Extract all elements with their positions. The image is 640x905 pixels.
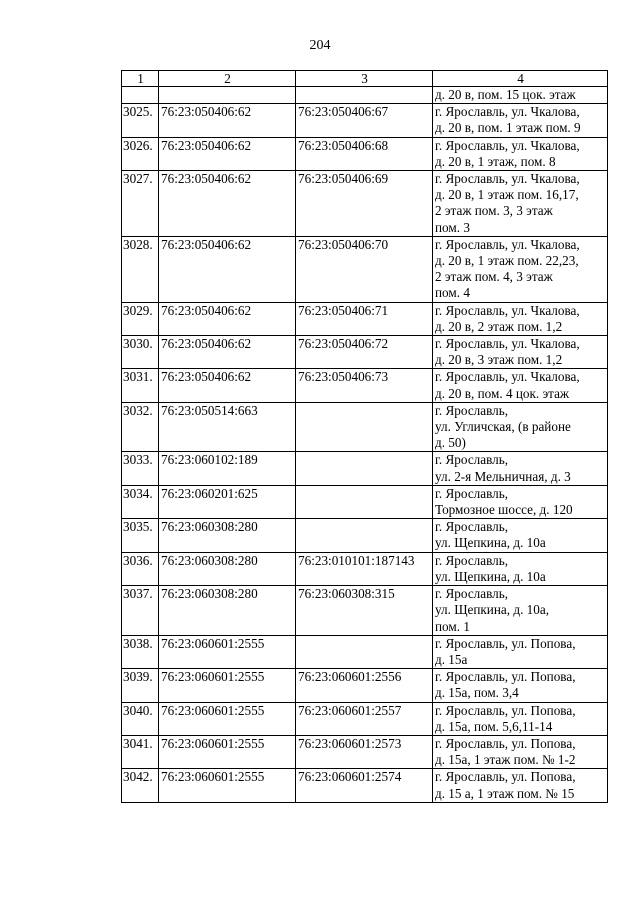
row-number-cell: 3026. [122,137,159,170]
premises-cadastral-number-cell: 76:23:050406:70 [296,236,433,302]
address-line: д. 15а, 1 этаж пом. № 1-2 [435,752,576,768]
table-row [122,485,608,518]
row-number-cell: 3032. [122,402,159,452]
premises-cadastral-number-cell: 76:23:050406:67 [296,104,433,137]
premises-cadastral-number-cell [296,87,433,104]
address-cell [433,635,608,668]
table-header-row [122,71,608,87]
address-cell [433,104,608,137]
table-row [122,402,608,452]
cadastral-number-cell [159,87,296,104]
address-line: ул. 2-я Мельничная, д. 3 [435,468,571,484]
address-cell [433,402,608,452]
table-body [122,87,608,803]
row-number-cell: 3037. [122,586,159,636]
column-header-4: 4 [433,71,608,87]
row-number-cell: 3035. [122,519,159,552]
table-row [122,336,608,369]
table-row [122,104,608,137]
address-cell [433,552,608,585]
premises-cadastral-number-cell: 76:23:050406:71 [296,302,433,335]
row-number-cell: 3033. [122,452,159,485]
address-line: ул. Угличская, (в районе [435,419,571,435]
cadastral-number-cell: 76:23:060601:2555 [159,702,296,735]
cadastral-number-cell: 76:23:060308:280 [159,586,296,636]
column-header-3: 3 [296,71,433,87]
address-line: г. Ярославль, [435,485,509,501]
address-line: 2 этаж пом. 4, 3 этаж [435,269,553,285]
address-line: г. Ярославль, ул. Попова, [435,635,576,651]
address-cell [433,236,608,302]
row-number-cell: 3025. [122,104,159,137]
address-line: г. Ярославль, ул. Чкалова, [435,302,580,318]
premises-cadastral-number-cell: 76:23:060601:2557 [296,702,433,735]
address-line: г. Ярославль, [435,519,509,535]
cadastral-number-cell: 76:23:050406:62 [159,104,296,137]
address-line: д. 20 в, 2 этаж пом. 1,2 [435,318,563,334]
cadastral-number-cell: 76:23:060601:2555 [159,635,296,668]
row-number-cell: 3028. [122,236,159,302]
address-line: г. Ярославль, ул. Чкалова, [435,171,580,187]
cadastral-number-cell: 76:23:060601:2555 [159,735,296,768]
table-row [122,369,608,402]
row-number-cell: 3036. [122,552,159,585]
cadastral-number-cell: 76:23:050406:62 [159,336,296,369]
address-line: ул. Щепкина, д. 10а [435,535,546,551]
address-line: д. 15 а, 1 этаж пом. № 15 [435,785,575,801]
address-line: д. 15а, пом. 5,6,11-14 [435,718,553,734]
property-registry-table [121,70,608,803]
row-number-cell: 3034. [122,485,159,518]
row-number-cell: 3039. [122,669,159,702]
premises-cadastral-number-cell [296,485,433,518]
premises-cadastral-number-cell [296,635,433,668]
premises-cadastral-number-cell [296,452,433,485]
address-line: г. Ярославль, ул. Попова, [435,769,576,785]
table-row [122,236,608,302]
address-line: г. Ярославль, ул. Попова, [435,702,576,718]
address-cell [433,586,608,636]
table-row [122,635,608,668]
address-cell [433,769,608,802]
table-row [122,137,608,170]
address-cell [433,87,608,104]
cadastral-number-cell: 76:23:050406:62 [159,369,296,402]
table-row [122,702,608,735]
address-line: ул. Щепкина, д. 10а, [435,602,550,618]
cadastral-number-cell: 76:23:060308:280 [159,519,296,552]
address-line: Тормозное шоссе, д. 120 [435,502,573,518]
address-line: 2 этаж пом. 3, 3 этаж [435,203,553,219]
address-line: д. 20 в, 1 этаж пом. 22,23, [435,253,579,269]
address-line: д. 20 в, пом. 15 цок. этаж [435,87,576,102]
table-row [122,302,608,335]
cadastral-number-cell: 76:23:050514:663 [159,402,296,452]
address-line: д. 15а, пом. 3,4 [435,685,519,701]
address-line: ул. Щепкина, д. 10а [435,568,546,584]
address-line: д. 15а [435,651,468,667]
cadastral-number-cell: 76:23:050406:62 [159,137,296,170]
address-line: г. Ярославль, [435,586,509,602]
table-row [122,769,608,802]
cadastral-number-cell: 76:23:060102:189 [159,452,296,485]
premises-cadastral-number-cell [296,402,433,452]
address-line: г. Ярославль, ул. Чкалова, [435,104,580,120]
address-cell [433,369,608,402]
address-line: г. Ярославль, ул. Чкалова, [435,336,580,352]
address-line: д. 20 в, 1 этаж, пом. 8 [435,153,556,169]
cadastral-number-cell: 76:23:060601:2555 [159,669,296,702]
premises-cadastral-number-cell: 76:23:050406:69 [296,171,433,237]
address-cell [433,702,608,735]
table-row [122,735,608,768]
row-number-cell: 3041. [122,735,159,768]
row-number-cell: 3029. [122,302,159,335]
cadastral-number-cell: 76:23:050406:62 [159,236,296,302]
address-line: д. 20 в, 1 этаж пом. 16,17, [435,187,579,203]
address-cell [433,519,608,552]
address-cell [433,171,608,237]
address-cell [433,452,608,485]
row-number-cell: 3040. [122,702,159,735]
premises-cadastral-number-cell: 76:23:060601:2574 [296,769,433,802]
address-line: д. 20 в, 3 этаж пом. 1,2 [435,352,563,368]
address-line: г. Ярославль, [435,452,509,468]
address-line: г. Ярославль, ул. Попова, [435,669,576,685]
table-row [122,87,608,104]
row-number-cell: 3030. [122,336,159,369]
address-cell [433,302,608,335]
address-cell [433,669,608,702]
cadastral-number-cell: 76:23:060601:2555 [159,769,296,802]
cadastral-number-cell: 76:23:060308:280 [159,552,296,585]
table-row [122,669,608,702]
table-row [122,171,608,237]
address-line: г. Ярославль, [435,402,509,418]
address-line: пом. 3 [435,219,470,235]
row-number-cell: 3038. [122,635,159,668]
row-number-cell: 3027. [122,171,159,237]
address-line: г. Ярославль, ул. Чкалова, [435,137,580,153]
premises-cadastral-number-cell: 76:23:060601:2556 [296,669,433,702]
table-row [122,452,608,485]
premises-cadastral-number-cell: 76:23:060308:315 [296,586,433,636]
premises-cadastral-number-cell [296,519,433,552]
premises-cadastral-number-cell: 76:23:010101:187143 [296,552,433,585]
row-number-cell: 3042. [122,769,159,802]
address-line: д. 20 в, пом. 4 цок. этаж [435,385,570,401]
cadastral-number-cell: 76:23:060201:625 [159,485,296,518]
address-line: г. Ярославль, ул. Чкалова, [435,369,580,385]
premises-cadastral-number-cell: 76:23:050406:72 [296,336,433,369]
cadastral-number-cell: 76:23:050406:62 [159,302,296,335]
premises-cadastral-number-cell: 76:23:050406:68 [296,137,433,170]
address-line: пом. 1 [435,618,470,634]
premises-cadastral-number-cell: 76:23:050406:73 [296,369,433,402]
address-line: г. Ярославль, ул. Чкалова, [435,236,580,252]
address-line: пом. 4 [435,285,470,301]
table-row [122,519,608,552]
table-row [122,552,608,585]
address-cell [433,137,608,170]
column-header-1: 1 [122,71,159,87]
address-line: д. 20 в, пом. 1 этаж пом. 9 [435,120,581,136]
row-number-cell: 3031. [122,369,159,402]
table-row [122,586,608,636]
cadastral-number-cell: 76:23:050406:62 [159,171,296,237]
row-number-cell [122,87,159,104]
address-line: г. Ярославль, [435,552,509,568]
address-line: г. Ярославль, ул. Попова, [435,735,576,751]
address-cell [433,336,608,369]
column-header-2: 2 [159,71,296,87]
premises-cadastral-number-cell: 76:23:060601:2573 [296,735,433,768]
address-cell [433,735,608,768]
page-number: 204 [309,38,331,53]
address-cell [433,485,608,518]
address-line: д. 50) [435,435,466,451]
